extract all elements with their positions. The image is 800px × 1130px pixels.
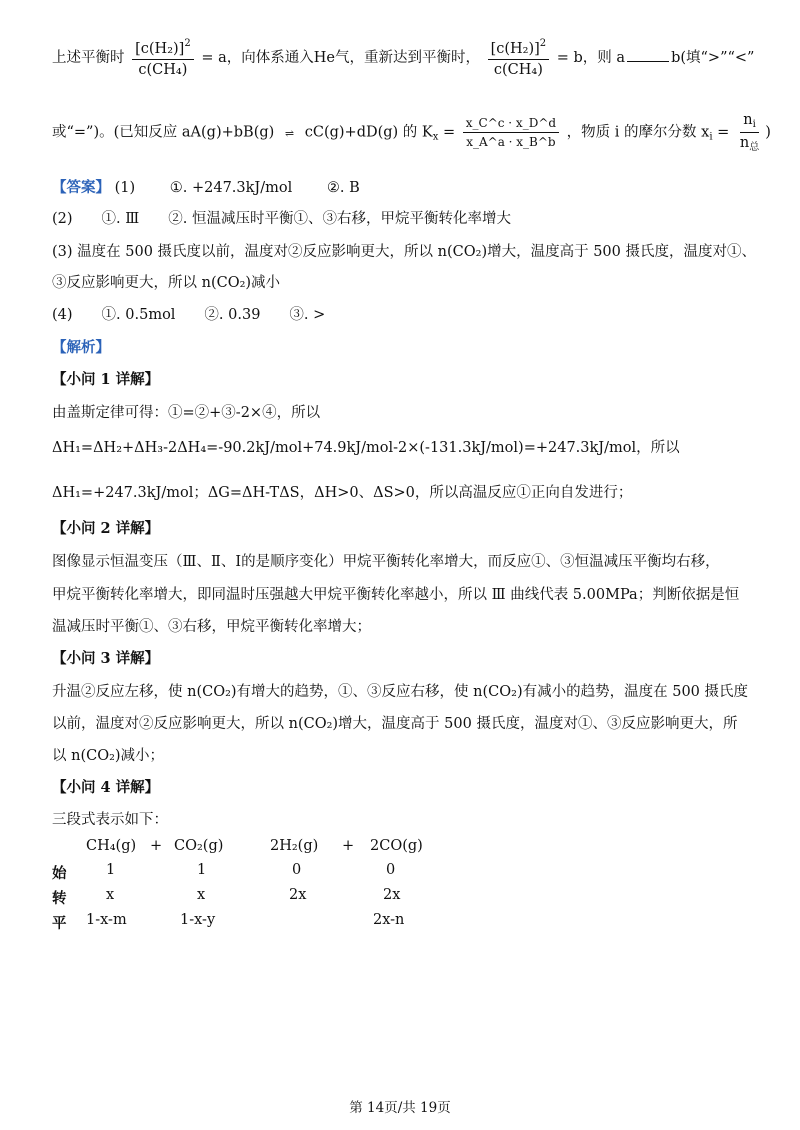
analysis-tag: 【解析】 xyxy=(52,339,110,356)
section-1-line3: ΔH₁=+247.3kJ/mol；ΔG=ΔH-TΔS，ΔH>0、ΔS>0，所以高温反应①正向自发进行； xyxy=(52,485,633,501)
section-2-heading: 【小问 2 详解】 xyxy=(52,520,160,537)
answer-blank xyxy=(627,61,669,62)
section-1-heading: 【小问 1 详解】 xyxy=(52,371,160,388)
section-2-line1: 图像显示恒温变压（Ⅲ、Ⅱ、Ⅰ的是顺序变化）甲烷平衡转化率增大，而反应①、③恒温减压平衡均右移， xyxy=(52,554,720,570)
answer-q3-line2: ③反应影响更大，所以 n(CO₂)减小 xyxy=(52,275,281,291)
text: = b，则 a xyxy=(556,50,626,66)
equilibrium-arrow-icon: ⇌ xyxy=(284,126,295,140)
question-line-2: 或“=”)。(已知反应 aA(g)+bB(g) ⇌ cC(g)+dD(g) 的 $K_x$ = $\frac{x\_C\^{}c \cdot x\_D\^{}d}{x\_A\^{}a \cdot x\_B\^{}b}$ ，物质 i 的摩尔分数 $x_i$ = $\frac{n_i}{n_总}$ ) xyxy=(52,112,771,153)
section-3-line3: 以 n(CO₂)减小； xyxy=(52,748,165,764)
section-1-line1: 由盖斯定律可得：①=②+③-2×④，所以 xyxy=(52,405,321,421)
section-3-line2: 以前，温度对②反应影响更大，所以 n(CO₂)增大，温度高于 500 摄氏度，温度对①、③反应影响更大，所 xyxy=(52,716,738,732)
answer-q1: 【答案】 (1) ①. +247.3kJ/mol ②. B xyxy=(52,179,360,196)
answer-tag: 【答案】 xyxy=(52,179,110,196)
page-footer: 第 14页/共 19页 xyxy=(349,1100,451,1116)
text: b(填“>”“<” xyxy=(671,50,755,66)
question-line-1 xyxy=(52,38,754,78)
section-2-line2: 甲烷平衡转化率增大，即同温时压强越大甲烷平衡转化率越小，所以 Ⅲ 曲线代表 5.00MPa；判断依据是恒 xyxy=(52,587,740,603)
fraction-a: $\frac{[c(H_2)]^2}{\text{c(CH₄)}}$ xyxy=(132,38,194,78)
text: = a，向体系通入He气，重新达到平衡时， xyxy=(201,50,480,66)
xi-fraction: $\frac{n_i}{n_总}$ xyxy=(739,112,760,153)
section-3-line1: 升温②反应左移，使 n(CO₂)有增大的趋势，①、③反应右移，使 n(CO₂)有减小的趋势，温度在 500 摄氏度 xyxy=(52,684,749,700)
answer-q2: (2) ①. Ⅲ ②. 恒温减压时平衡①、③右移，甲烷平衡转化率增大 xyxy=(52,211,511,227)
fraction-b: $\frac{[c(H_2)]^2}{\text{c(CH₄)}}$ xyxy=(488,38,550,78)
section-1-line2: ΔH₁=ΔH₂+ΔH₃-2ΔH₄=-90.2kJ/mol+74.9kJ/mol-2×(-131.3kJ/mol)=+247.3kJ/mol，所以 xyxy=(52,440,680,456)
answer-q3-line1: (3) 温度在 500 摄氏度以前，温度对②反应影响更大，所以 n(CO₂)增大，温度高于 500 摄氏度，温度对①、 xyxy=(52,244,756,260)
section-3-heading: 【小问 3 详解】 xyxy=(52,650,160,667)
text: 上述平衡时 xyxy=(52,50,125,66)
kx-fraction: $\frac{x\_C\^{}c \cdot x\_D\^{}d}{x\_A\^{}a \cdot x\_B\^{}b}$ xyxy=(463,116,559,149)
answer-q4: (4) ①. 0.5mol ②. 0.39 ③. > xyxy=(52,307,326,323)
section-4-heading: 【小问 4 详解】 xyxy=(52,779,160,796)
section-2-line3: 温减压时平衡①、③右移，甲烷平衡转化率增大； xyxy=(52,619,371,635)
section-4-line1: 三段式表示如下： xyxy=(52,812,168,828)
